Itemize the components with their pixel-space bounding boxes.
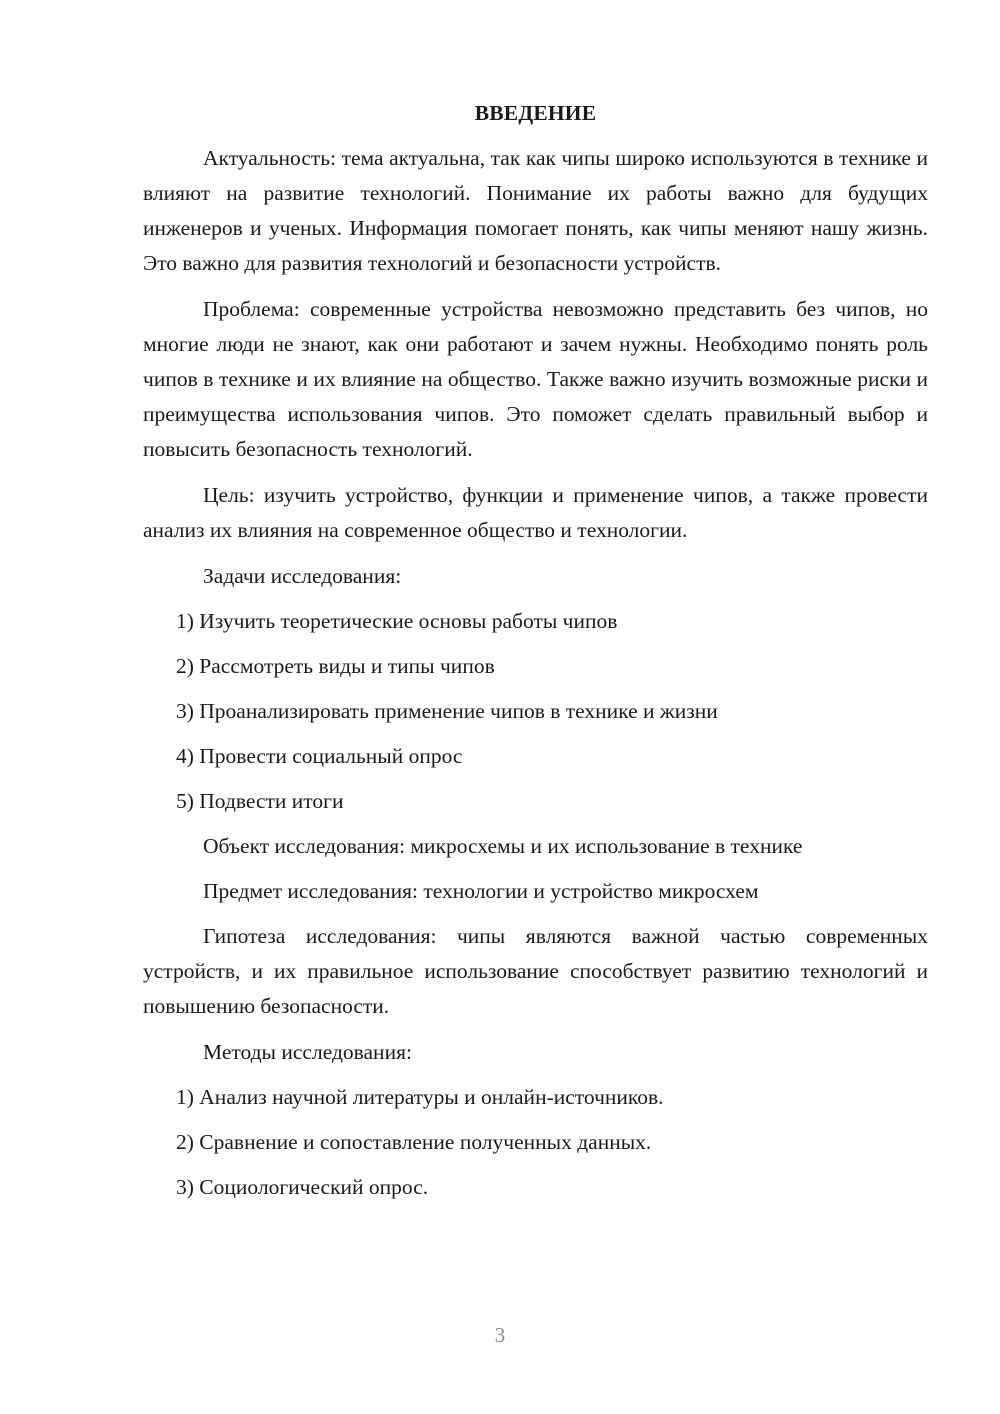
task-item: 1) Изучить теоретические основы работы чипов: [176, 609, 618, 633]
task-item: 3) Проанализировать применение чипов в технике и жизни: [176, 699, 718, 723]
methods-heading: Методы исследования:: [203, 1040, 412, 1064]
relevance-paragraph: Актуальность: тема актуальна, так как чипы широко используются в технике и влияют на развитие технологий. Понимание их работы важно для будущих инженеров и ученых. Информация помогает понять, как чипы меняют нашу жизнь. Это важно для развития технологий и безопасности устройств.: [143, 146, 928, 275]
task-item: 2) Рассмотреть виды и типы чипов: [176, 654, 495, 678]
tasks-list: [143, 604, 928, 819]
object-line: Объект исследования: микросхемы и их использование в технике: [203, 834, 803, 858]
task-item: 5) Подвести итоги: [176, 789, 344, 813]
task-item: 4) Провести социальный опрос: [176, 744, 463, 768]
problem-paragraph: Проблема: современные устройства невозможно представить без чипов, но многие люди не знают, как они работают и зачем нужны. Необходимо понять роль чипов в технике и их влияние на общество. Также важно изучить возможные риски и преимущества использования чипов. Это поможет сделать правильный выбор и повысить безопасность технологий.: [143, 297, 928, 461]
tasks-heading: Задачи исследования:: [203, 564, 402, 588]
subject-line: Предмет исследования: технологии и устройство микросхем: [203, 879, 759, 903]
method-item: 2) Сравнение и сопоставление полученных данных.: [176, 1130, 652, 1154]
page-number: 3: [494, 1323, 506, 1347]
goal-paragraph: Цель: изучить устройство, функции и применение чипов, а также провести анализ их влияния на современное общество и технологии.: [143, 483, 928, 542]
method-item: 3) Социологический опрос.: [176, 1175, 429, 1199]
hypothesis-paragraph: Гипотеза исследования: чипы являются важной частью современных устройств, и их правильное использование способствует развитию технологий и повышению безопасности.: [143, 924, 928, 1018]
document-page: [143, 96, 928, 1215]
section-title: ВВЕДЕНИЕ: [474, 101, 597, 125]
method-item: 1) Анализ научной литературы и онлайн-источников.: [176, 1085, 664, 1109]
methods-list: [143, 1080, 928, 1205]
